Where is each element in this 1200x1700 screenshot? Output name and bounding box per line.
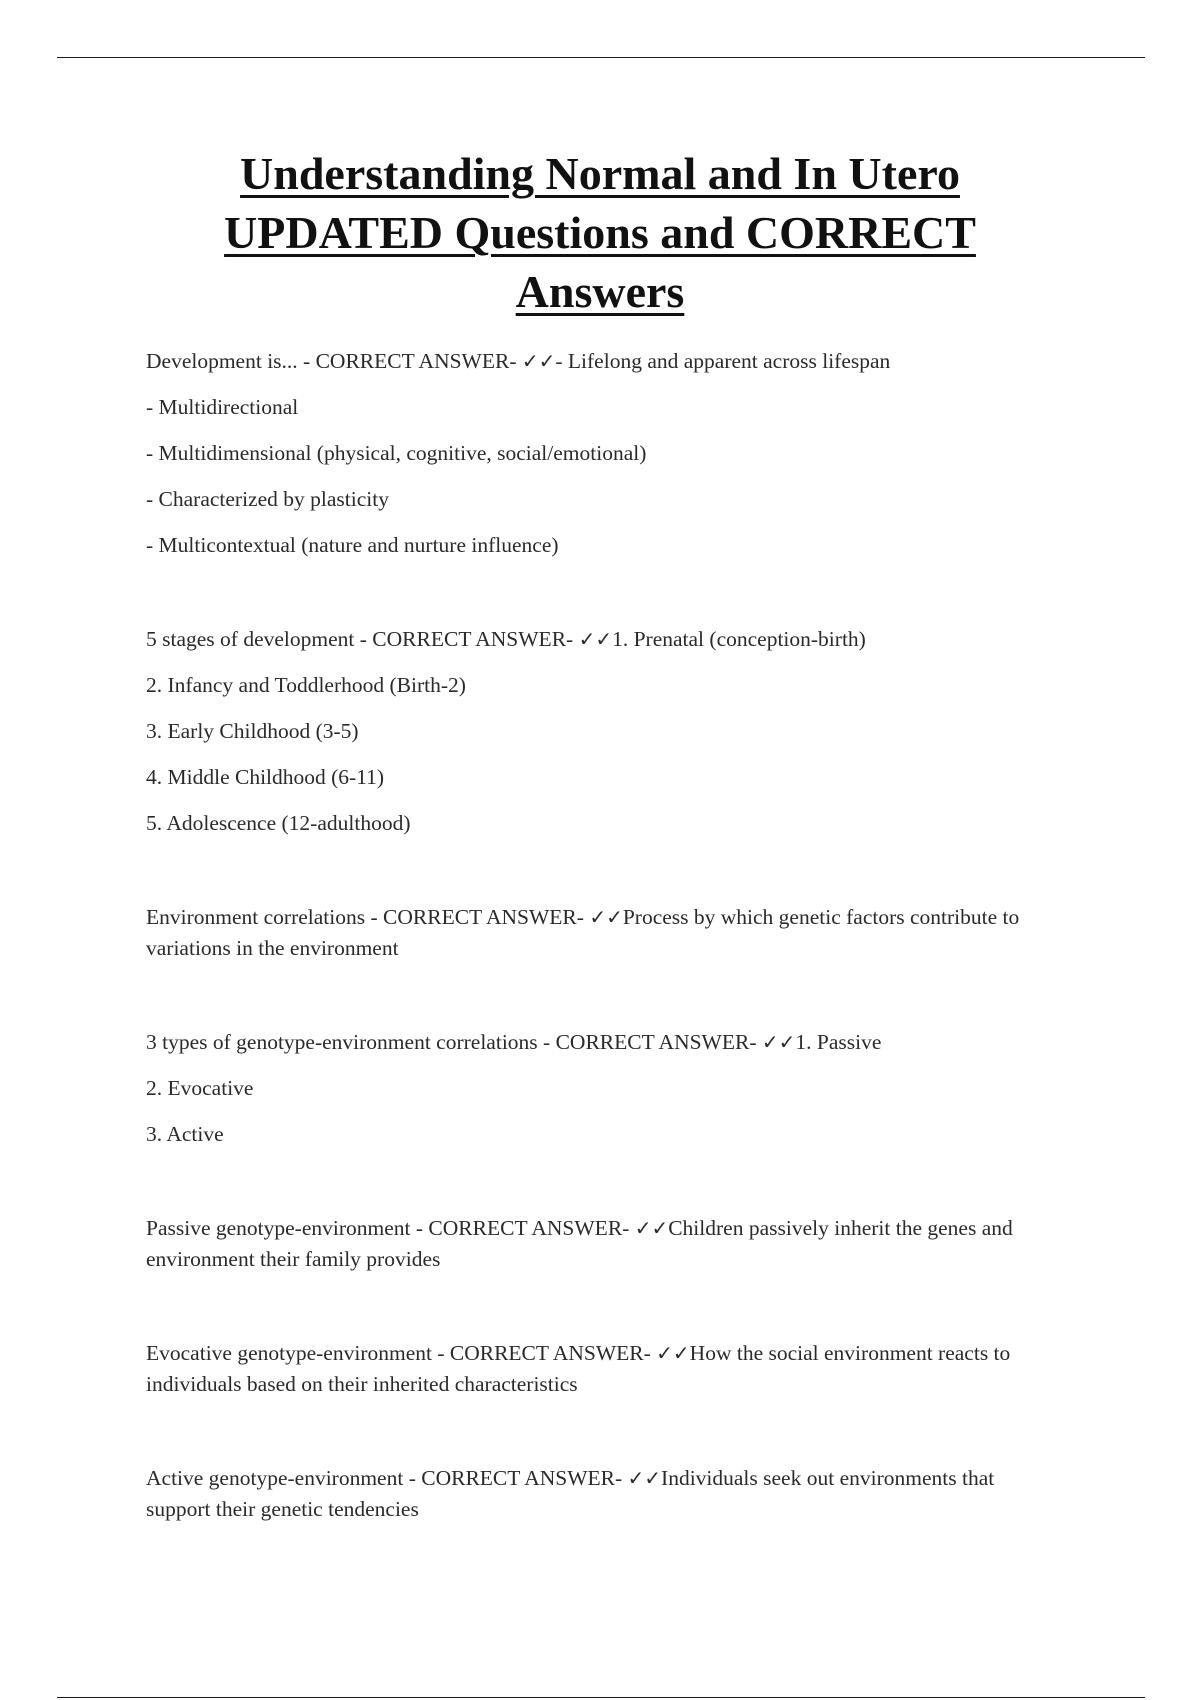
answer-line: - Multidimensional (physical, cognitive, social/emotional) xyxy=(146,441,647,465)
title-line-1: Understanding Normal and In Utero xyxy=(240,148,960,199)
qa-item xyxy=(146,1463,1046,1525)
question-text: 5 stages of development xyxy=(146,627,355,651)
answer-text: How the social environment reacts to individuals based on their inherited characteristics xyxy=(146,1341,1011,1396)
qa-item xyxy=(146,624,1046,839)
answer-separator: - CORRECT ANSWER- xyxy=(537,1030,762,1054)
qa-first-line xyxy=(146,1213,1046,1275)
answer-line: - Multidirectional xyxy=(146,395,299,419)
qa-item xyxy=(146,1213,1046,1275)
answer-line: 3. Active xyxy=(146,1122,224,1146)
title-line-2: UPDATED Questions and CORRECT xyxy=(224,207,976,258)
bottom-rule xyxy=(57,1697,1145,1698)
answer-text: Individuals seek out environments that support their genetic tendencies xyxy=(146,1466,995,1521)
document-title xyxy=(0,144,1200,321)
answer-line: 3. Early Childhood (3-5) xyxy=(146,719,359,743)
answer-line: 4. Middle Childhood (6-11) xyxy=(146,765,385,789)
double-check-icon: ✓✓ xyxy=(521,349,556,373)
qa-item xyxy=(146,346,1046,561)
answer-separator: - CORRECT ANSWER- xyxy=(431,1341,657,1365)
question-text: Active genotype-environment xyxy=(146,1466,404,1490)
double-check-icon: ✓✓ xyxy=(761,1030,796,1054)
question-text: Environment correlations xyxy=(146,905,366,929)
answer-line: 2. Infancy and Toddlerhood (Birth-2) xyxy=(146,673,466,697)
question-text: Evocative genotype-environment xyxy=(146,1341,432,1365)
answer-line: - Characterized by plasticity xyxy=(146,487,389,511)
qa-first-line xyxy=(146,1338,1046,1400)
qa-first-line xyxy=(146,1463,1046,1525)
answer-text: 1. Prenatal (conception-birth) xyxy=(612,627,866,651)
qa-first-line xyxy=(146,346,1046,377)
double-check-icon: ✓✓ xyxy=(578,627,613,651)
qa-first-line xyxy=(146,902,1046,964)
double-check-icon: ✓✓ xyxy=(627,1466,662,1490)
answer-text: Process by which genetic factors contribute to variations in the environment xyxy=(146,905,1020,960)
double-check-icon: ✓✓ xyxy=(656,1341,690,1365)
answer-separator: - CORRECT ANSWER- xyxy=(365,905,590,929)
qa-item xyxy=(146,1338,1046,1400)
answer-separator: - CORRECT ANSWER- xyxy=(403,1466,628,1490)
qa-first-line xyxy=(146,1027,1046,1058)
answer-separator: - CORRECT ANSWER- xyxy=(354,627,579,651)
top-rule xyxy=(57,57,1145,58)
answer-text: - Lifelong and apparent across lifespan xyxy=(555,349,891,373)
question-text: Development is... xyxy=(146,349,298,373)
answer-separator: - CORRECT ANSWER- xyxy=(410,1216,635,1240)
answer-text: Children passively inherit the genes and environment their family provides xyxy=(146,1216,1013,1271)
qa-item xyxy=(146,1027,1046,1150)
question-text: 3 types of genotype-environment correlations xyxy=(146,1030,538,1054)
answer-text: 1. Passive xyxy=(795,1030,882,1054)
answer-separator: - CORRECT ANSWER- xyxy=(297,349,522,373)
qa-first-line xyxy=(146,624,1046,655)
answer-line: 2. Evocative xyxy=(146,1076,254,1100)
answer-line: - Multicontextual (nature and nurture influence) xyxy=(146,533,559,557)
title-line-3: Answers xyxy=(515,266,685,317)
double-check-icon: ✓✓ xyxy=(634,1216,669,1240)
answer-line: 5. Adolescence (12-adulthood) xyxy=(146,811,411,835)
question-text: Passive genotype-environment xyxy=(146,1216,411,1240)
qa-list xyxy=(146,346,1046,1588)
double-check-icon: ✓✓ xyxy=(589,905,623,929)
qa-item xyxy=(146,902,1046,964)
